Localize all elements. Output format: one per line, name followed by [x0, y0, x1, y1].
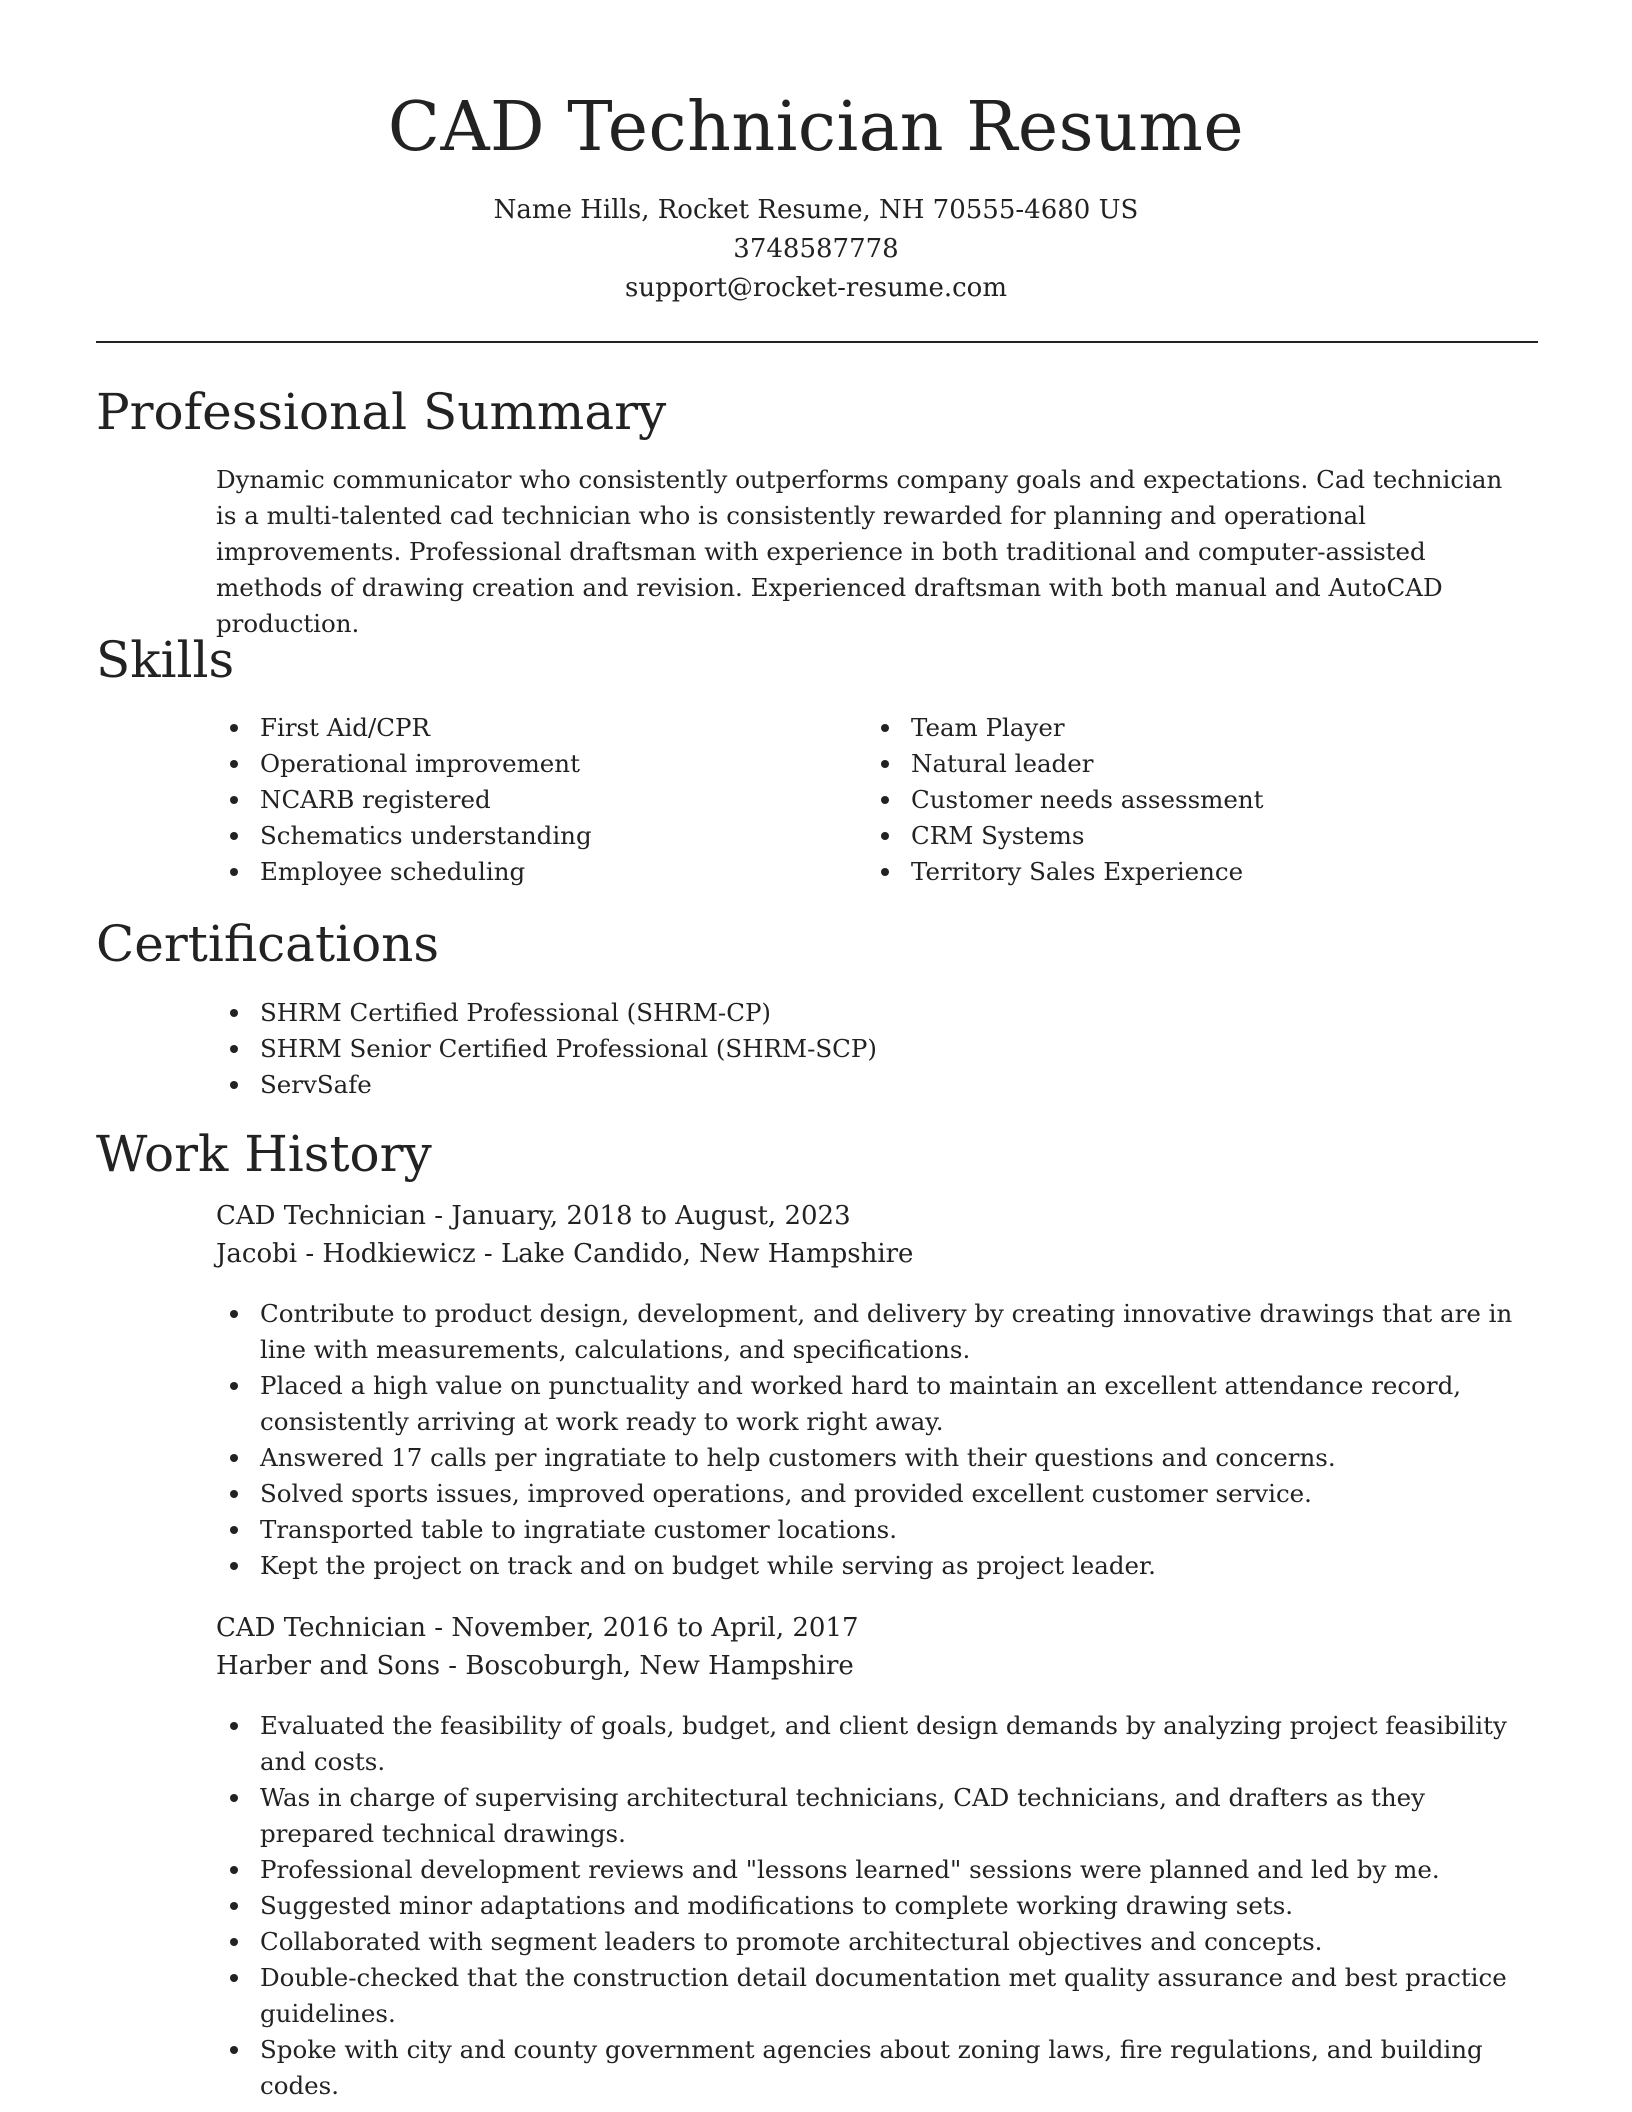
summary-text: Dynamic communicator who consistently outperforms company goals and expectations. Cad technician is a multi-talented cad technician who is consistently rewarded for planning and operational improvements. Professional draftsman with experience in both traditional and computer-assisted methods of drawing creation and revision. Experienced draftsman with both manual and AutoCAD production. — [216, 465, 1503, 638]
contact-phone: 3748587778 — [733, 234, 899, 264]
job-bullet: Placed a high value on punctuality and worked hard to maintain an excellent attendance record, consistently arriving at work ready to work right away. — [216, 1368, 1536, 1440]
certifications-heading: Certifications — [96, 915, 440, 973]
skill-item: Customer needs assessment — [867, 782, 1487, 818]
certification-item: SHRM Senior Certified Professional (SHRM-SCP) — [216, 1031, 1516, 1067]
job-header — [216, 1609, 1516, 1685]
job-bullet: Solved sports issues, improved operations, and provided excellent customer service. — [216, 1476, 1536, 1512]
skill-item: Natural leader — [867, 746, 1487, 782]
job-bullet: Suggested minor adaptations and modifications to complete working drawing sets. — [216, 1888, 1536, 1924]
job-bullet: Answered 17 calls per ingratiate to help customers with their questions and concerns. — [216, 1440, 1536, 1476]
separator: - — [425, 1201, 452, 1231]
separator: - — [440, 1651, 466, 1681]
job-company-line — [216, 1235, 1516, 1273]
skill-item: Schematics understanding — [216, 818, 836, 854]
job-title-line — [216, 1197, 1516, 1235]
resume-title: CAD Technician Resume — [387, 88, 1245, 167]
certification-item: SHRM Certified Professional (SHRM-CP) — [216, 995, 1516, 1031]
job-bullet: Professional development reviews and "lessons learned" sessions were planned and led by me. — [216, 1852, 1536, 1888]
job-bullet: Transported table to ingratiate customer locations. — [216, 1512, 1536, 1548]
summary-heading: Professional Summary — [96, 383, 667, 441]
contact-email: support@rocket-resume.com — [624, 273, 1007, 303]
job-bullet: Contribute to product design, development, and delivery by creating innovative drawings that are in line with measurements, calculations, and specifications. — [216, 1296, 1536, 1368]
job-bullet-list — [216, 1296, 1536, 1584]
skills-heading: Skills — [96, 631, 235, 689]
job-dates: January, 2018 to August, 2023 — [451, 1201, 851, 1231]
skill-item: Territory Sales Experience — [867, 854, 1487, 890]
job-bullet: Kept the project on track and on budget while serving as project leader. — [216, 1548, 1536, 1584]
certification-item: ServSafe — [216, 1067, 1516, 1103]
job-bullet: Spoke with city and county government agencies about zoning laws, fire regulations, and building codes. — [216, 2032, 1536, 2104]
job-bullet: Was in charge of supervising architectural technicians, CAD technicians, and drafters as they prepared technical drawings. — [216, 1780, 1536, 1852]
job-bullet: Evaluated the feasibility of goals, budget, and client design demands by analyzing project feasibility and costs. — [216, 1708, 1536, 1780]
job-title-line — [216, 1609, 1516, 1647]
work-history-heading: Work History — [96, 1125, 432, 1183]
skills-list-left — [216, 710, 836, 890]
job-location: Lake Candido, New Hampshire — [501, 1239, 914, 1269]
skill-item: Employee scheduling — [216, 854, 836, 890]
job-company: Harber and Sons — [216, 1651, 441, 1681]
job-bullet: Double-checked that the construction detail documentation met quality assurance and best practice guidelines. — [216, 1960, 1536, 2032]
contact-block — [0, 191, 1632, 308]
certifications-list — [216, 995, 1516, 1103]
job-header — [216, 1197, 1516, 1273]
job-title: CAD Technician — [216, 1613, 426, 1643]
separator: - — [425, 1613, 452, 1643]
skills-list-right — [867, 710, 1487, 890]
skill-item: First Aid/CPR — [216, 710, 836, 746]
skill-item: NCARB registered — [216, 782, 836, 818]
job-dates: November, 2016 to April, 2017 — [451, 1613, 859, 1643]
job-title: CAD Technician — [216, 1201, 426, 1231]
skill-item: Operational improvement — [216, 746, 836, 782]
job-location: Boscoburgh, New Hampshire — [465, 1651, 854, 1681]
skill-item: CRM Systems — [867, 818, 1487, 854]
job-bullet-list — [216, 1708, 1536, 2104]
skill-item: Team Player — [867, 710, 1487, 746]
job-company-line — [216, 1647, 1516, 1685]
job-company: Jacobi - Hodkiewicz — [216, 1239, 476, 1269]
contact-address: Name Hills, Rocket Resume, NH 70555-4680 US — [493, 195, 1139, 225]
header-divider — [96, 341, 1538, 343]
separator: - — [475, 1239, 501, 1269]
job-bullet: Collaborated with segment leaders to promote architectural objectives and concepts. — [216, 1924, 1536, 1960]
